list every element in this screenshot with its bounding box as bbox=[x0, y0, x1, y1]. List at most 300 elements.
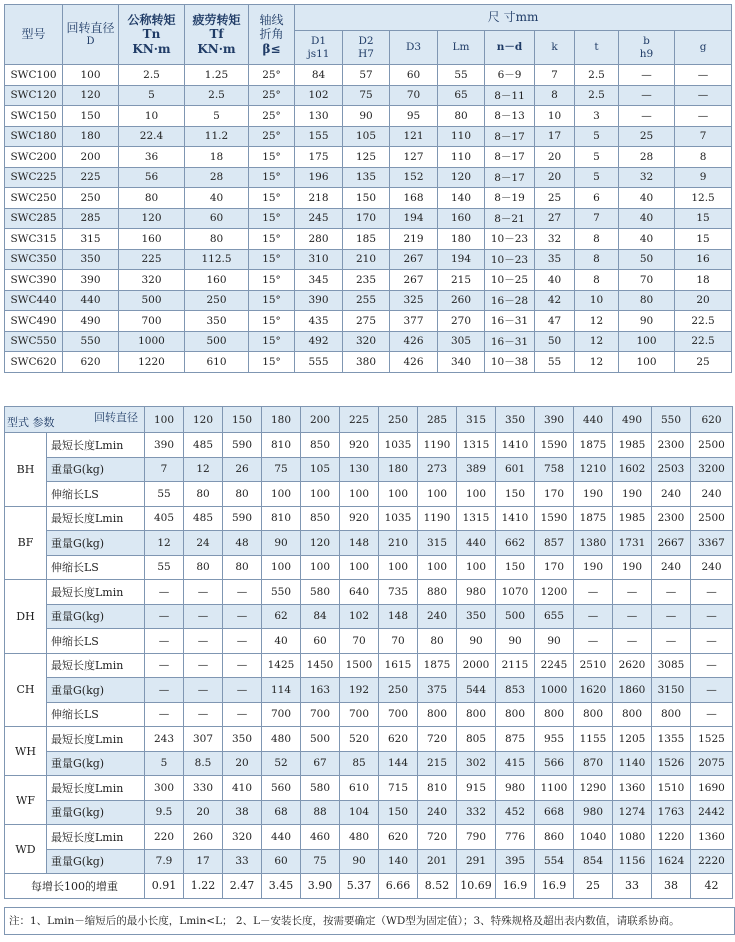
value-cell: — bbox=[574, 604, 613, 629]
value-cell: — bbox=[691, 678, 733, 703]
value-cell: 857 bbox=[535, 531, 574, 556]
value-cell: 100 bbox=[301, 482, 340, 507]
value-cell: 240 bbox=[652, 555, 691, 580]
value-cell: 240 bbox=[691, 482, 733, 507]
diameter-header-cell: 350 bbox=[496, 407, 535, 433]
value-cell: 610 bbox=[340, 776, 379, 801]
cell-axis-angle: 15° bbox=[249, 331, 295, 352]
cell-model: SWC100 bbox=[5, 65, 63, 86]
spec-row bbox=[5, 249, 732, 270]
diameter-header-cell: 285 bbox=[418, 407, 457, 433]
param-row bbox=[5, 727, 733, 752]
value-cell: 980 bbox=[574, 800, 613, 825]
col-nominal-torque bbox=[119, 5, 185, 65]
value-cell: 2503 bbox=[652, 457, 691, 482]
d1-label: D1 bbox=[310, 34, 327, 47]
value-cell: 150 bbox=[379, 800, 418, 825]
value-cell: 700 bbox=[340, 702, 379, 727]
cell-g: 15 bbox=[675, 229, 732, 250]
value-cell: 163 bbox=[301, 678, 340, 703]
param-label: 重量G(kg) bbox=[47, 604, 145, 629]
cell-lm: 160 bbox=[438, 208, 485, 229]
cell-rotation-diameter: 200 bbox=[63, 147, 119, 168]
cell-b: 28 bbox=[619, 147, 675, 168]
value-cell: 915 bbox=[457, 776, 496, 801]
value-cell: 1140 bbox=[613, 751, 652, 776]
nominal-torque-symbol: Tn bbox=[142, 27, 161, 42]
fatigue-torque-unit: KN·m bbox=[197, 41, 236, 56]
cell-d1: 245 bbox=[295, 208, 343, 229]
cell-nd: 16－31 bbox=[485, 311, 535, 332]
param-label: 重量G(kg) bbox=[47, 800, 145, 825]
cell-nominal-torque: 80 bbox=[119, 188, 185, 209]
value-cell: 12 bbox=[184, 457, 223, 482]
param-row bbox=[5, 751, 733, 776]
cell-t: 12 bbox=[575, 331, 619, 352]
cell-d3: 267 bbox=[390, 249, 438, 270]
cell-b: 40 bbox=[619, 188, 675, 209]
diameter-header-cell: 225 bbox=[340, 407, 379, 433]
value-cell: 790 bbox=[457, 825, 496, 850]
value-cell: 250 bbox=[379, 678, 418, 703]
value-cell: 90 bbox=[340, 849, 379, 874]
cell-axis-angle: 15° bbox=[249, 270, 295, 291]
value-cell: — bbox=[184, 604, 223, 629]
value-cell: 60 bbox=[262, 849, 301, 874]
cell-model: SWC150 bbox=[5, 106, 63, 127]
param-label: 最短长度Lmin bbox=[47, 580, 145, 605]
spec-row bbox=[5, 65, 732, 86]
cell-nominal-torque: 225 bbox=[119, 249, 185, 270]
value-cell: — bbox=[223, 629, 262, 654]
value-cell: 655 bbox=[535, 604, 574, 629]
col-b bbox=[619, 31, 675, 65]
value-cell: 40 bbox=[262, 629, 301, 654]
value-cell: 1590 bbox=[535, 506, 574, 531]
value-cell: 560 bbox=[262, 776, 301, 801]
d1-tolerance: js11 bbox=[307, 47, 330, 60]
cell-rotation-diameter: 315 bbox=[63, 229, 119, 250]
weight-increase-value: 33 bbox=[613, 874, 652, 899]
cell-b: 70 bbox=[619, 270, 675, 291]
cell-d1: 345 bbox=[295, 270, 343, 291]
value-cell: — bbox=[691, 702, 733, 727]
cell-g: 22.5 bbox=[675, 331, 732, 352]
value-cell: 544 bbox=[457, 678, 496, 703]
value-cell: 590 bbox=[223, 433, 262, 458]
value-cell: 810 bbox=[262, 433, 301, 458]
cell-g: 18 bbox=[675, 270, 732, 291]
value-cell: 758 bbox=[535, 457, 574, 482]
cell-d1: 196 bbox=[295, 167, 343, 188]
value-cell: 1525 bbox=[691, 727, 733, 752]
param-row bbox=[5, 653, 733, 678]
value-cell: 1410 bbox=[496, 506, 535, 531]
value-cell: 7.9 bbox=[145, 849, 184, 874]
cell-d3: 267 bbox=[390, 270, 438, 291]
value-cell: — bbox=[145, 604, 184, 629]
value-cell: 2500 bbox=[691, 506, 733, 531]
value-cell: 243 bbox=[145, 727, 184, 752]
cell-t: 8 bbox=[575, 249, 619, 270]
cell-nd: 10－25 bbox=[485, 270, 535, 291]
weight-increase-value: 38 bbox=[652, 874, 691, 899]
param-row bbox=[5, 776, 733, 801]
value-cell: 1220 bbox=[652, 825, 691, 850]
cell-nd: 8－21 bbox=[485, 208, 535, 229]
value-cell: 1080 bbox=[613, 825, 652, 850]
value-cell: 90 bbox=[535, 629, 574, 654]
spec-row bbox=[5, 311, 732, 332]
cell-g: — bbox=[675, 65, 732, 86]
cell-lm: 80 bbox=[438, 106, 485, 127]
cell-d2: 185 bbox=[343, 229, 390, 250]
value-cell: 580 bbox=[301, 776, 340, 801]
value-cell: 100 bbox=[457, 555, 496, 580]
value-cell: — bbox=[691, 629, 733, 654]
cell-model: SWC225 bbox=[5, 167, 63, 188]
diameter-header-cell: 200 bbox=[301, 407, 340, 433]
param-label: 重量G(kg) bbox=[47, 751, 145, 776]
value-cell: 190 bbox=[574, 482, 613, 507]
value-cell: 2000 bbox=[457, 653, 496, 678]
value-cell: 920 bbox=[340, 506, 379, 531]
value-cell: 980 bbox=[496, 776, 535, 801]
cell-d1: 130 bbox=[295, 106, 343, 127]
value-cell: — bbox=[223, 604, 262, 629]
col-fatigue-torque bbox=[185, 5, 249, 65]
value-cell: 500 bbox=[301, 727, 340, 752]
param-label: 最短长度Lmin bbox=[47, 825, 145, 850]
cell-axis-angle: 15° bbox=[249, 167, 295, 188]
fatigue-torque-symbol: Tf bbox=[209, 27, 224, 42]
diameter-header-cell: 250 bbox=[379, 407, 418, 433]
value-cell: — bbox=[223, 702, 262, 727]
value-cell: 1035 bbox=[379, 506, 418, 531]
cell-model: SWC550 bbox=[5, 331, 63, 352]
value-cell: 2300 bbox=[652, 506, 691, 531]
type-cell: BF bbox=[5, 506, 47, 580]
cell-g: 12.5 bbox=[675, 188, 732, 209]
type-cell: WD bbox=[5, 825, 47, 874]
value-cell: 24 bbox=[184, 531, 223, 556]
cell-nd: 6－9 bbox=[485, 65, 535, 86]
cell-d1: 492 bbox=[295, 331, 343, 352]
cell-lm: 194 bbox=[438, 249, 485, 270]
cell-b: 25 bbox=[619, 126, 675, 147]
value-cell: 220 bbox=[145, 825, 184, 850]
value-cell: 190 bbox=[613, 482, 652, 507]
weight-increase-value: 1.22 bbox=[184, 874, 223, 899]
cell-g: 20 bbox=[675, 290, 732, 311]
spec-row bbox=[5, 352, 732, 373]
diameter-header-cell: 120 bbox=[184, 407, 223, 433]
value-cell: 215 bbox=[418, 751, 457, 776]
value-cell: 800 bbox=[418, 702, 457, 727]
value-cell: 350 bbox=[223, 727, 262, 752]
cell-g: 22.5 bbox=[675, 311, 732, 332]
value-cell: 1040 bbox=[574, 825, 613, 850]
cell-k: 20 bbox=[535, 147, 575, 168]
weight-increase-label: 每增长100的增重 bbox=[5, 874, 145, 899]
cell-nominal-torque: 1000 bbox=[119, 331, 185, 352]
cell-rotation-diameter: 120 bbox=[63, 85, 119, 106]
param-label: 最短长度Lmin bbox=[47, 727, 145, 752]
t-label: t bbox=[594, 41, 599, 54]
value-cell: 140 bbox=[379, 849, 418, 874]
weight-increase-value: 0.91 bbox=[145, 874, 184, 899]
value-cell: — bbox=[184, 629, 223, 654]
value-cell: 20 bbox=[184, 800, 223, 825]
d2-tolerance: H7 bbox=[358, 47, 374, 60]
spec-row bbox=[5, 106, 732, 127]
value-cell: 240 bbox=[691, 555, 733, 580]
value-cell: — bbox=[652, 604, 691, 629]
corner-label-type bbox=[7, 414, 55, 430]
corner-param-text: 参数 bbox=[32, 416, 55, 429]
value-cell: 144 bbox=[379, 751, 418, 776]
nd-label: n－d bbox=[496, 41, 523, 54]
cell-axis-angle: 15° bbox=[249, 208, 295, 229]
model-header: 型号 bbox=[21, 27, 46, 42]
weight-increase-value: 6.66 bbox=[379, 874, 418, 899]
value-cell: 452 bbox=[496, 800, 535, 825]
cell-b: — bbox=[619, 106, 675, 127]
value-cell: 980 bbox=[457, 580, 496, 605]
cell-d3: 325 bbox=[390, 290, 438, 311]
cell-k: 27 bbox=[535, 208, 575, 229]
footnote: 注：1、Lmin－缩短后的最小长度，Lmin<L； 2、L－安装长度，按需要确定（WD型为固定值）；3、特殊规格及超出表内数值，请联系协商。 bbox=[4, 907, 735, 935]
value-cell: — bbox=[691, 653, 733, 678]
spec-row bbox=[5, 147, 732, 168]
cell-axis-angle: 15° bbox=[249, 229, 295, 250]
value-cell: 850 bbox=[301, 433, 340, 458]
spec-row bbox=[5, 188, 732, 209]
cell-k: 32 bbox=[535, 229, 575, 250]
value-cell: 12 bbox=[145, 531, 184, 556]
cell-d3: 152 bbox=[390, 167, 438, 188]
value-cell: 500 bbox=[496, 604, 535, 629]
cell-fatigue-torque: 610 bbox=[185, 352, 249, 373]
cell-t: 7 bbox=[575, 208, 619, 229]
diameter-header-row bbox=[5, 407, 733, 433]
cell-k: 25 bbox=[535, 188, 575, 209]
cell-d2: 235 bbox=[343, 270, 390, 291]
lm-label: Lm bbox=[452, 41, 470, 54]
value-cell: 640 bbox=[340, 580, 379, 605]
value-cell: 668 bbox=[535, 800, 574, 825]
value-cell: — bbox=[145, 678, 184, 703]
weight-increase-value: 3.45 bbox=[262, 874, 301, 899]
value-cell: 48 bbox=[223, 531, 262, 556]
value-cell: 566 bbox=[535, 751, 574, 776]
weight-increase-value: 8.52 bbox=[418, 874, 457, 899]
value-cell: 88 bbox=[301, 800, 340, 825]
cell-lm: 110 bbox=[438, 147, 485, 168]
cell-b: 100 bbox=[619, 331, 675, 352]
cell-fatigue-torque: 350 bbox=[185, 311, 249, 332]
value-cell: 485 bbox=[184, 433, 223, 458]
value-cell: 1360 bbox=[613, 776, 652, 801]
cell-lm: 55 bbox=[438, 65, 485, 86]
corner-cell bbox=[5, 407, 145, 433]
param-row bbox=[5, 457, 733, 482]
cell-d1: 310 bbox=[295, 249, 343, 270]
diameter-header-cell: 440 bbox=[574, 407, 613, 433]
value-cell: 800 bbox=[613, 702, 652, 727]
cell-d2: 75 bbox=[343, 85, 390, 106]
cell-fatigue-torque: 2.5 bbox=[185, 85, 249, 106]
value-cell: 7 bbox=[145, 457, 184, 482]
value-cell: 1200 bbox=[535, 580, 574, 605]
value-cell: 320 bbox=[223, 825, 262, 850]
value-cell: 38 bbox=[223, 800, 262, 825]
value-cell: 854 bbox=[574, 849, 613, 874]
nominal-torque-unit: KN·m bbox=[132, 41, 171, 56]
corner-label-diameter: 回转直径 bbox=[94, 411, 138, 424]
type-cell: CH bbox=[5, 653, 47, 727]
cell-d2: 150 bbox=[343, 188, 390, 209]
cell-d2: 125 bbox=[343, 147, 390, 168]
cell-nominal-torque: 10 bbox=[119, 106, 185, 127]
cell-d2: 380 bbox=[343, 352, 390, 373]
cell-k: 47 bbox=[535, 311, 575, 332]
value-cell: 390 bbox=[145, 433, 184, 458]
value-cell: 1190 bbox=[418, 433, 457, 458]
value-cell: 920 bbox=[340, 433, 379, 458]
col-axis-angle bbox=[249, 5, 295, 65]
value-cell: — bbox=[223, 580, 262, 605]
cell-model: SWC180 bbox=[5, 126, 63, 147]
cell-axis-angle: 15° bbox=[249, 290, 295, 311]
value-cell: 1526 bbox=[652, 751, 691, 776]
param-row bbox=[5, 555, 733, 580]
value-cell: 330 bbox=[184, 776, 223, 801]
value-cell: 480 bbox=[262, 727, 301, 752]
cell-fatigue-torque: 80 bbox=[185, 229, 249, 250]
value-cell: 1500 bbox=[340, 653, 379, 678]
cell-d1: 155 bbox=[295, 126, 343, 147]
value-cell: 870 bbox=[574, 751, 613, 776]
cell-t: 2.5 bbox=[575, 85, 619, 106]
value-cell: — bbox=[184, 678, 223, 703]
spec-row bbox=[5, 270, 732, 291]
cell-lm: 305 bbox=[438, 331, 485, 352]
cell-k: 35 bbox=[535, 249, 575, 270]
value-cell: 1000 bbox=[535, 678, 574, 703]
value-cell: 3085 bbox=[652, 653, 691, 678]
value-cell: 389 bbox=[457, 457, 496, 482]
value-cell: 875 bbox=[496, 727, 535, 752]
value-cell: 405 bbox=[145, 506, 184, 531]
cell-d3: 60 bbox=[390, 65, 438, 86]
cell-nominal-torque: 160 bbox=[119, 229, 185, 250]
cell-t: 12 bbox=[575, 352, 619, 373]
cell-d2: 90 bbox=[343, 106, 390, 127]
value-cell: 1425 bbox=[262, 653, 301, 678]
cell-model: SWC200 bbox=[5, 147, 63, 168]
cell-d2: 320 bbox=[343, 331, 390, 352]
value-cell: — bbox=[652, 580, 691, 605]
value-cell: 2510 bbox=[574, 653, 613, 678]
value-cell: 80 bbox=[184, 555, 223, 580]
value-cell: — bbox=[184, 580, 223, 605]
param-row bbox=[5, 433, 733, 458]
value-cell: 620 bbox=[379, 825, 418, 850]
value-cell: 8.5 bbox=[184, 751, 223, 776]
cell-d2: 105 bbox=[343, 126, 390, 147]
cell-fatigue-torque: 160 bbox=[185, 270, 249, 291]
cell-t: 6 bbox=[575, 188, 619, 209]
b-tolerance: h9 bbox=[639, 47, 654, 60]
param-label: 重量G(kg) bbox=[47, 457, 145, 482]
value-cell: 100 bbox=[340, 555, 379, 580]
cell-model: SWC620 bbox=[5, 352, 63, 373]
cell-nd: 10－38 bbox=[485, 352, 535, 373]
value-cell: 240 bbox=[652, 482, 691, 507]
value-cell: 17 bbox=[184, 849, 223, 874]
cell-b: 40 bbox=[619, 229, 675, 250]
cell-nominal-torque: 500 bbox=[119, 290, 185, 311]
param-label: 最短长度Lmin bbox=[47, 433, 145, 458]
cell-rotation-diameter: 150 bbox=[63, 106, 119, 127]
cell-t: 5 bbox=[575, 126, 619, 147]
cell-d2: 210 bbox=[343, 249, 390, 270]
value-cell: 180 bbox=[379, 457, 418, 482]
cell-d3: 194 bbox=[390, 208, 438, 229]
value-cell: 3367 bbox=[691, 531, 733, 556]
diameter-header-cell: 180 bbox=[262, 407, 301, 433]
k-label: k bbox=[551, 41, 558, 54]
cell-d1: 175 bbox=[295, 147, 343, 168]
cell-t: 5 bbox=[575, 167, 619, 188]
cell-k: 8 bbox=[535, 85, 575, 106]
value-cell: 485 bbox=[184, 506, 223, 531]
col-g bbox=[675, 31, 732, 65]
value-cell: 480 bbox=[340, 825, 379, 850]
cell-nominal-torque: 700 bbox=[119, 311, 185, 332]
diameter-header-cell: 550 bbox=[652, 407, 691, 433]
cell-axis-angle: 15° bbox=[249, 188, 295, 209]
cell-nominal-torque: 56 bbox=[119, 167, 185, 188]
value-cell: 776 bbox=[496, 825, 535, 850]
cell-t: 10 bbox=[575, 290, 619, 311]
cell-b: 50 bbox=[619, 249, 675, 270]
cell-nd: 16－28 bbox=[485, 290, 535, 311]
col-t bbox=[575, 31, 619, 65]
col-k bbox=[535, 31, 575, 65]
value-cell: 75 bbox=[262, 457, 301, 482]
value-cell: 2115 bbox=[496, 653, 535, 678]
param-label: 重量G(kg) bbox=[47, 678, 145, 703]
diameter-header-cell: 620 bbox=[691, 407, 733, 433]
value-cell: 315 bbox=[418, 531, 457, 556]
cell-k: 50 bbox=[535, 331, 575, 352]
cell-nominal-torque: 320 bbox=[119, 270, 185, 291]
cell-nominal-torque: 5 bbox=[119, 85, 185, 106]
cell-d2: 275 bbox=[343, 311, 390, 332]
spec-row bbox=[5, 126, 732, 147]
value-cell: 90 bbox=[496, 629, 535, 654]
value-cell: 9.5 bbox=[145, 800, 184, 825]
cell-k: 20 bbox=[535, 167, 575, 188]
cell-d2: 57 bbox=[343, 65, 390, 86]
value-cell: 102 bbox=[340, 604, 379, 629]
value-cell: — bbox=[184, 702, 223, 727]
cell-d3: 70 bbox=[390, 85, 438, 106]
cell-g: 8 bbox=[675, 147, 732, 168]
value-cell: 307 bbox=[184, 727, 223, 752]
